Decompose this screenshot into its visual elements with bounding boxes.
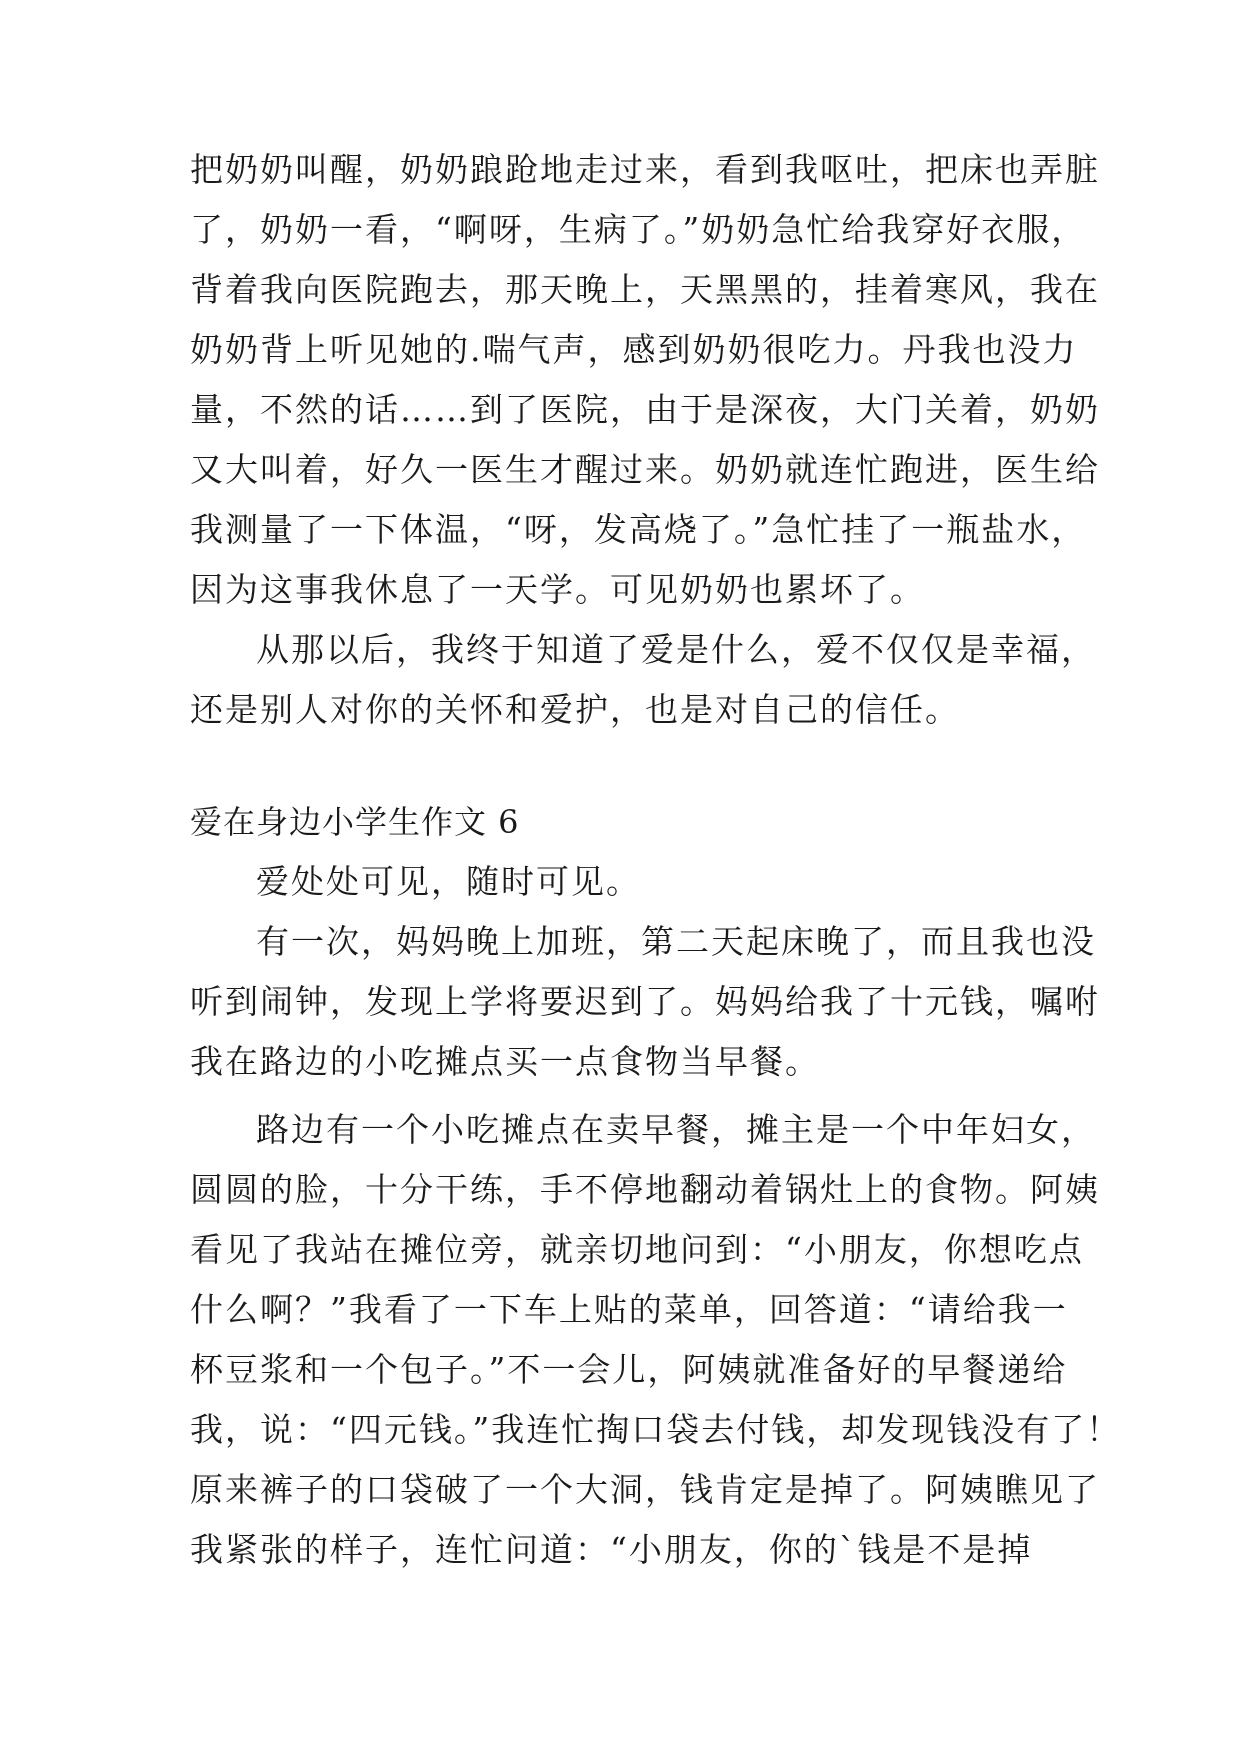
paragraph-line: 又大叫着，好久一医生才醒过来。奶奶就连忙跑进，医生给 [190, 450, 1100, 489]
paragraph-line: 什么啊？”我看了一下车上贴的菜单，回答道：“请给我一 [190, 1290, 1068, 1329]
paragraph-line: 我紧张的样子，连忙问道：“小朋友，你的`钱是不是掉 [190, 1530, 1033, 1569]
paragraph-line: 我在路边的小吃摊点买一点食物当早餐。 [190, 1042, 820, 1081]
paragraph-line: 我测量了一下体温，“呀，发高烧了。”急忙挂了一瓶盐水， [190, 510, 1087, 549]
paragraph-line: 爱处处可见，随时可见。 [256, 862, 641, 901]
paragraph-line: 背着我向医院跑去，那天晚上，天黑黑的，挂着寒风，我在 [190, 270, 1100, 309]
paragraph-line: 还是别人对你的关怀和爱护，也是对自己的信任。 [190, 690, 960, 729]
paragraph-line: 把奶奶叫醒，奶奶踉跄地走过来，看到我呕吐，把床也弄脏 [190, 150, 1100, 189]
paragraph-line: 因为这事我休息了一天学。可见奶奶也累坏了。 [190, 570, 925, 609]
paragraph-line: 我，说：“四元钱。”我连忙掏口袋去付钱，却发现钱没有了！ [190, 1410, 1122, 1449]
paragraph-line: 路边有一个小吃摊点在卖早餐，摊主是一个中年妇女， [256, 1110, 1096, 1149]
paragraph-line: 了，奶奶一看，“啊呀，生病了。”奶奶急忙给我穿好衣服， [190, 210, 1087, 249]
section-title: 爱在身边小学生作文 6 [190, 803, 520, 841]
paragraph-line: 听到闹钟，发现上学将要迟到了。妈妈给我了十元钱，嘱咐 [190, 982, 1100, 1021]
paragraph-line: 原来裤子的口袋破了一个大洞，钱肯定是掉了。阿姨瞧见了 [190, 1470, 1100, 1509]
paragraph-line: 看见了我站在摊位旁，就亲切地问到：“小朋友，你想吃点 [190, 1230, 1084, 1269]
paragraph-line: 圆圆的脸，十分干练，手不停地翻动着锅灶上的食物。阿姨 [190, 1170, 1100, 1209]
paragraph-line: 有一次，妈妈晚上加班，第二天起床晚了，而且我也没 [256, 922, 1096, 961]
paragraph-line: 量，不然的话……到了医院，由于是深夜，大门关着，奶奶 [190, 390, 1100, 429]
paragraph-line: 奶奶背上听见她的.喘气声，感到奶奶很吃力。丹我也没力 [190, 330, 1078, 369]
paragraph-line: 杯豆浆和一个包子。”不一会儿，阿姨就准备好的早餐递给 [190, 1350, 1068, 1389]
paragraph-line: 从那以后，我终于知道了爱是什么，爱不仅仅是幸福， [256, 630, 1096, 669]
